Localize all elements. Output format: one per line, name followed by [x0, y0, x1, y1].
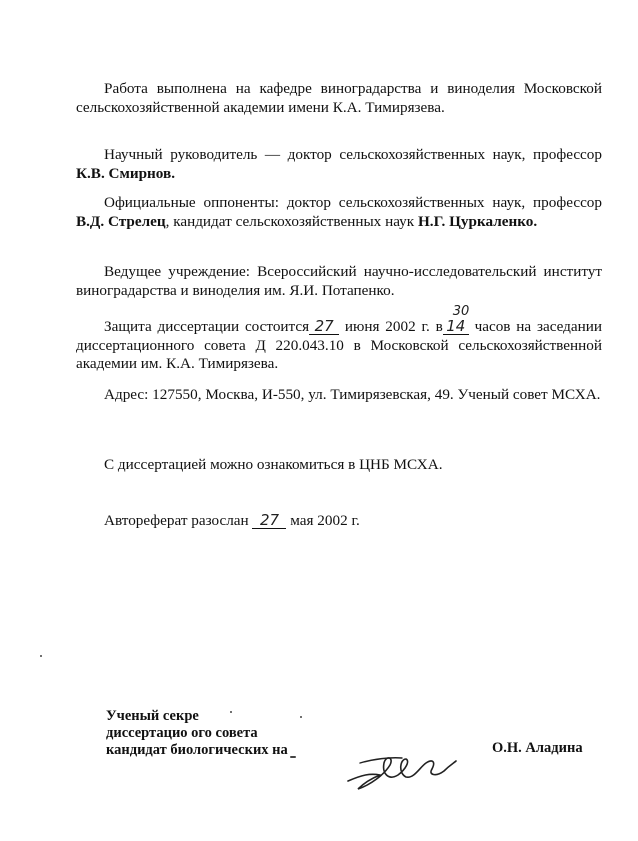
handwritten-signature — [340, 745, 460, 795]
signatory-line-2: диссертацио ого совета — [106, 725, 258, 741]
defense-text-3: часов на заседании диссертационного совета Д 220.043.10 в Московской сельскохозяйственной академии им. К.А. Тимирязева. — [76, 318, 603, 372]
supervisor-text: Научный руководитель — доктор сельскохозяйственных наук, профессор — [104, 146, 602, 163]
paragraph-defense — [76, 304, 603, 374]
paragraph-library: С диссертацией можно ознакомиться в ЦНБ МСХА. — [104, 456, 443, 473]
opponent-name-1: В.Д. Стрелец — [76, 212, 166, 230]
defense-hour-handwritten: 14 — [446, 317, 466, 335]
paragraph-supervisor — [76, 146, 602, 183]
sent-text-1: Автореферат разослан — [104, 512, 249, 529]
scan-speck — [290, 756, 296, 758]
defense-hour-field — [443, 304, 470, 335]
defense-minutes-handwritten: 30 — [452, 304, 470, 319]
sent-day-field — [252, 513, 286, 529]
defense-text-1: Защита диссертации состоится — [104, 318, 310, 335]
paragraph-opponents — [76, 194, 602, 231]
defense-text-2: июня 2002 г. в — [344, 318, 443, 335]
signatory-name: О.Н. Аладина — [492, 740, 583, 756]
sent-day-handwritten: 27 — [259, 511, 280, 529]
paragraph-institution: Работа выполнена на кафедре виноградарства и виноделия Московской сельскохозяйственной академии имени К.А. Тимирязева. — [76, 80, 602, 116]
supervisor-name: К.В. Смирнов. — [76, 164, 176, 182]
paragraph-sent-date — [104, 512, 630, 531]
scan-speck — [300, 716, 302, 718]
signatory-line-3: кандидат биологических на — [106, 742, 288, 758]
scan-speck — [40, 655, 42, 657]
defense-day-handwritten: 27 — [314, 317, 334, 335]
opponents-middle: , кандидат сельскохозяйственных наук — [165, 212, 418, 230]
paragraph-address: Адрес: 127550, Москва, И-550, ул. Тимирязевская, 49. Ученый совет МСХА. — [104, 386, 601, 403]
signatory-line-1: Ученый секре — [106, 708, 199, 724]
sent-text-2: мая 2002 г. — [290, 512, 360, 529]
scan-speck — [230, 711, 232, 713]
opponent-name-2: Н.Г. Цуркаленко. — [417, 212, 538, 230]
opponents-text: Официальные оппоненты: доктор сельскохозяйственных наук, профессор — [104, 194, 602, 211]
signatory-title — [106, 708, 288, 759]
paragraph-lead-organization: Ведущее учреждение: Всероссийский научно-исследовательский институт виноградарства и виноделия им. Я.И. Потапенко. — [76, 263, 602, 299]
defense-day-field — [309, 319, 339, 335]
